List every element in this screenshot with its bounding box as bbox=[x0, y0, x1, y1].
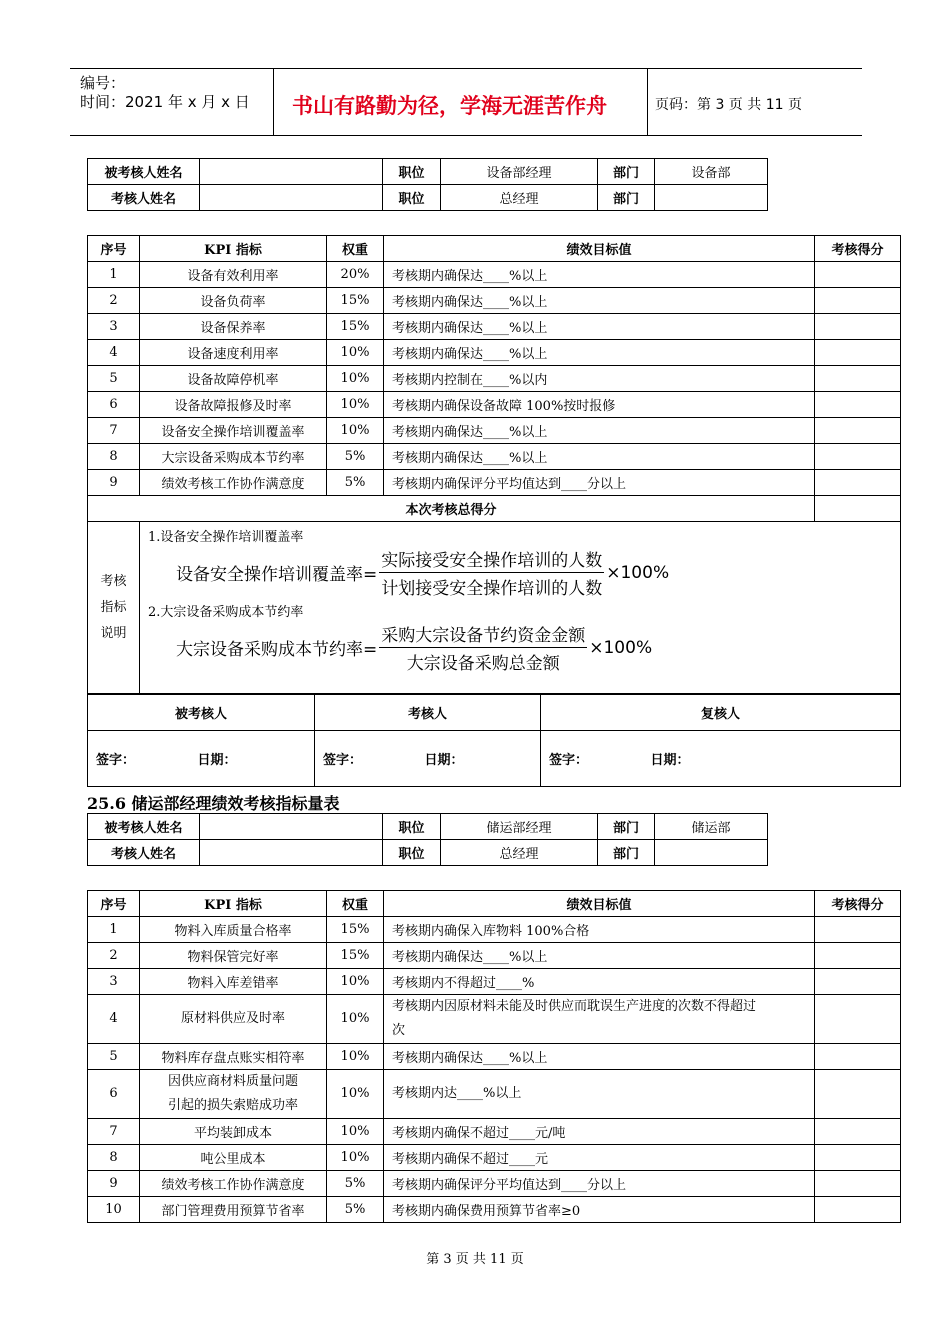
kpi-name-text: 物料保管完好率 bbox=[187, 950, 279, 965]
kpi-target-text: 考核期内确保评分平均值达到____分以上 bbox=[392, 477, 627, 492]
explain-label bbox=[88, 522, 140, 695]
kpi-score[interactable] bbox=[815, 444, 901, 470]
position-label: 职位 bbox=[383, 159, 441, 185]
kpi-target-text: 考核期内确保不超过____元 bbox=[392, 1152, 549, 1167]
kpi-score[interactable] bbox=[815, 366, 901, 392]
kpi-weight: 15% bbox=[327, 314, 384, 340]
kpi-name bbox=[140, 1070, 327, 1119]
kpi-name bbox=[140, 470, 327, 496]
kpi-target-text: 考核期内达____%以上 bbox=[392, 1086, 522, 1101]
row-number: 6 bbox=[88, 1070, 140, 1119]
kpi-name bbox=[140, 418, 327, 444]
sign-header-assessor: 考核人 bbox=[315, 694, 541, 731]
kpi-name bbox=[140, 288, 327, 314]
row-number: 2 bbox=[88, 943, 140, 969]
section2-info-table bbox=[87, 813, 768, 866]
kpi-weight: 5% bbox=[327, 444, 384, 470]
dept-label: 部门 bbox=[598, 185, 655, 211]
kpi-name bbox=[140, 1197, 327, 1223]
kpi-name bbox=[140, 1119, 327, 1145]
kpi-name bbox=[140, 392, 327, 418]
kpi-name bbox=[140, 262, 327, 288]
table-row bbox=[88, 262, 901, 288]
row-number: 9 bbox=[88, 1171, 140, 1197]
kpi-score[interactable] bbox=[815, 943, 901, 969]
kpi-target bbox=[384, 943, 815, 969]
assessee-dept: 储运部 bbox=[655, 814, 768, 840]
assessor-name-label: 考核人姓名 bbox=[88, 185, 200, 211]
kpi-weight: 10% bbox=[327, 340, 384, 366]
assessee-name-label: 被考核人姓名 bbox=[88, 159, 200, 185]
assessee-name-value[interactable] bbox=[200, 159, 383, 185]
kpi-score[interactable] bbox=[815, 995, 901, 1044]
kpi-weight: 10% bbox=[327, 1145, 384, 1171]
row-number: 2 bbox=[88, 288, 140, 314]
note2-fraction bbox=[379, 621, 587, 674]
row-number: 4 bbox=[88, 995, 140, 1044]
table-row bbox=[88, 1070, 901, 1119]
col-header-kpi: KPI 指标 bbox=[140, 236, 327, 262]
explain-label-text: 考核指标说明 bbox=[100, 574, 127, 641]
kpi-score[interactable] bbox=[815, 340, 901, 366]
row-number: 10 bbox=[88, 1197, 140, 1223]
kpi-name-text: 大宗设备采购成本节约率 bbox=[161, 451, 305, 466]
kpi-name bbox=[140, 314, 327, 340]
kpi-score[interactable] bbox=[815, 262, 901, 288]
kpi-target bbox=[384, 1044, 815, 1070]
dept-label: 部门 bbox=[598, 840, 655, 866]
kpi-score[interactable] bbox=[815, 470, 901, 496]
assessee-name-value[interactable] bbox=[200, 814, 383, 840]
table-row bbox=[88, 1145, 901, 1171]
kpi-target-text: 考核期内确保评分平均值达到____分以上 bbox=[392, 1178, 627, 1193]
col-header-no: 序号 bbox=[88, 891, 140, 917]
kpi-target-text: 考核期内确保达____%以上 bbox=[392, 295, 548, 310]
kpi-weight: 15% bbox=[327, 917, 384, 943]
col-header-score: 考核得分 bbox=[815, 891, 901, 917]
kpi-target bbox=[384, 262, 815, 288]
table-row bbox=[88, 392, 901, 418]
kpi-weight: 5% bbox=[327, 1171, 384, 1197]
kpi-target-text: 考核期内确保费用预算节省率≥0 bbox=[392, 1204, 581, 1219]
sign-header-reviewer: 复核人 bbox=[541, 694, 901, 731]
col-header-score: 考核得分 bbox=[815, 236, 901, 262]
dept-label: 部门 bbox=[598, 159, 655, 185]
section2-title: 25.6 储运部经理绩效考核指标量表 bbox=[87, 794, 340, 813]
header-time-label: 时间：2021 年 x 月 x 日 bbox=[80, 93, 250, 111]
kpi-target-text: 考核期内确保达____%以上 bbox=[392, 321, 548, 336]
kpi-name bbox=[140, 969, 327, 995]
kpi-weight: 15% bbox=[327, 288, 384, 314]
kpi-target-text: 考核期内确保达____%以上 bbox=[392, 425, 548, 440]
header-bottom-rule bbox=[70, 135, 862, 136]
kpi-target bbox=[384, 418, 815, 444]
row-number: 9 bbox=[88, 470, 140, 496]
section1-info-table bbox=[87, 158, 768, 211]
col-header-target: 绩效目标值 bbox=[384, 891, 815, 917]
kpi-name-text: 因供应商材料质量问题 bbox=[167, 1074, 298, 1089]
table-row bbox=[88, 314, 901, 340]
kpi-target bbox=[384, 969, 815, 995]
kpi-target bbox=[384, 340, 815, 366]
header-page-label: 页码：第 3 页 共 11 页 bbox=[655, 97, 802, 113]
kpi-target bbox=[384, 470, 815, 496]
kpi-target bbox=[384, 1197, 815, 1223]
kpi-name-text: 平均装卸成本 bbox=[193, 1126, 272, 1141]
kpi-weight: 15% bbox=[327, 943, 384, 969]
kpi-target bbox=[384, 444, 815, 470]
note1-numerator: 实际接受安全操作培训的人数 bbox=[379, 546, 604, 573]
assessor-dept-value[interactable] bbox=[655, 185, 768, 211]
date-label: 日期： bbox=[197, 753, 237, 768]
kpi-name-text: 设备有效利用率 bbox=[187, 269, 279, 284]
kpi-name-text: 绩效考核工作协作满意度 bbox=[161, 477, 305, 492]
kpi-weight: 5% bbox=[327, 1197, 384, 1223]
note2-formula bbox=[176, 621, 652, 674]
kpi-name bbox=[140, 1044, 327, 1070]
row-extra-line: 次 bbox=[392, 1023, 406, 1038]
kpi-name bbox=[140, 444, 327, 470]
kpi-name bbox=[140, 1171, 327, 1197]
row-number: 8 bbox=[88, 444, 140, 470]
col-header-target: 绩效目标值 bbox=[384, 236, 815, 262]
table-row bbox=[88, 943, 901, 969]
kpi-weight: 10% bbox=[327, 418, 384, 444]
kpi-target bbox=[384, 1145, 815, 1171]
dept-label: 部门 bbox=[598, 814, 655, 840]
note2-numerator: 采购大宗设备节约资金金额 bbox=[379, 621, 587, 648]
section2-kpi-table bbox=[87, 890, 901, 1223]
kpi-target bbox=[384, 1171, 815, 1197]
assessor-name-value[interactable] bbox=[200, 840, 383, 866]
note1-lhs: 设备安全操作培训覆盖率= bbox=[176, 565, 378, 585]
note1-formula bbox=[176, 546, 669, 599]
kpi-weight: 5% bbox=[327, 470, 384, 496]
kpi-score[interactable] bbox=[815, 418, 901, 444]
row-extra-line: 引起的损失索赔成功率 bbox=[167, 1098, 298, 1113]
kpi-score[interactable] bbox=[815, 1145, 901, 1171]
row-number: 1 bbox=[88, 262, 140, 288]
assessor-name-value[interactable] bbox=[200, 185, 383, 211]
col-header-kpi: KPI 指标 bbox=[140, 891, 327, 917]
kpi-target bbox=[384, 314, 815, 340]
assessee-position: 储运部经理 bbox=[441, 814, 598, 840]
kpi-name-text: 物料库存盘点账实相符率 bbox=[161, 1051, 305, 1066]
row-number: 3 bbox=[88, 314, 140, 340]
kpi-name-text: 设备故障报修及时率 bbox=[174, 399, 292, 414]
kpi-score[interactable] bbox=[815, 969, 901, 995]
table-row bbox=[88, 470, 901, 496]
sign-label: 签字： bbox=[323, 753, 363, 768]
table-row bbox=[88, 1119, 901, 1145]
date-label: 日期： bbox=[650, 753, 690, 768]
table-row bbox=[88, 1197, 901, 1223]
header-top-rule bbox=[70, 68, 862, 69]
assessee-name-label: 被考核人姓名 bbox=[88, 814, 200, 840]
table-row bbox=[88, 995, 901, 1044]
sign-cell-reviewer[interactable] bbox=[541, 731, 901, 787]
kpi-target bbox=[384, 366, 815, 392]
kpi-weight: 10% bbox=[327, 392, 384, 418]
assessor-name-label: 考核人姓名 bbox=[88, 840, 200, 866]
row-number: 1 bbox=[88, 917, 140, 943]
table-row bbox=[88, 444, 901, 470]
header-divider-2 bbox=[647, 68, 648, 136]
kpi-name bbox=[140, 943, 327, 969]
row-number: 8 bbox=[88, 1145, 140, 1171]
kpi-target bbox=[384, 917, 815, 943]
kpi-name-text: 物料入库质量合格率 bbox=[174, 924, 292, 939]
kpi-target-text: 考核期内确保入库物料 100%合格 bbox=[392, 924, 590, 939]
note2-title: 2.大宗设备采购成本节约率 bbox=[148, 605, 304, 620]
row-number: 7 bbox=[88, 418, 140, 444]
section1-sign-table bbox=[87, 693, 901, 787]
sign-label: 签字： bbox=[549, 753, 589, 768]
table-row bbox=[88, 969, 901, 995]
kpi-score[interactable] bbox=[815, 1044, 901, 1070]
kpi-score[interactable] bbox=[815, 392, 901, 418]
col-header-weight: 权重 bbox=[327, 236, 384, 262]
kpi-target-text: 考核期内控制在____%以内 bbox=[392, 373, 548, 388]
kpi-target-text: 考核期内确保达____%以上 bbox=[392, 347, 548, 362]
kpi-name bbox=[140, 366, 327, 392]
kpi-weight: 20% bbox=[327, 262, 384, 288]
kpi-target bbox=[384, 1070, 815, 1119]
assessee-dept: 设备部 bbox=[655, 159, 768, 185]
kpi-name-text: 设备速度利用率 bbox=[187, 347, 279, 362]
kpi-score[interactable] bbox=[815, 1171, 901, 1197]
row-number: 7 bbox=[88, 1119, 140, 1145]
kpi-name bbox=[140, 917, 327, 943]
assessor-position: 总经理 bbox=[441, 185, 598, 211]
table-row bbox=[88, 366, 901, 392]
kpi-target-text: 考核期内确保不超过____元/吨 bbox=[392, 1126, 566, 1141]
sign-label: 签字： bbox=[96, 753, 136, 768]
kpi-score[interactable] bbox=[815, 1197, 901, 1223]
kpi-weight: 10% bbox=[327, 995, 384, 1044]
kpi-weight: 10% bbox=[327, 366, 384, 392]
kpi-target-text: 考核期内确保设备故障 100%按时报修 bbox=[392, 399, 616, 414]
kpi-name-text: 部门管理费用预算节省率 bbox=[161, 1204, 305, 1219]
sign-header-assessee: 被考核人 bbox=[88, 694, 315, 731]
kpi-score[interactable] bbox=[815, 917, 901, 943]
header-divider-1 bbox=[273, 68, 274, 136]
position-label: 职位 bbox=[383, 840, 441, 866]
note2-tail: ×100% bbox=[589, 637, 653, 658]
kpi-name-text: 设备保养率 bbox=[200, 321, 266, 336]
position-label: 职位 bbox=[383, 814, 441, 840]
kpi-target bbox=[384, 288, 815, 314]
kpi-score[interactable] bbox=[815, 314, 901, 340]
assessee-position: 设备部经理 bbox=[441, 159, 598, 185]
kpi-name-text: 设备负荷率 bbox=[200, 295, 266, 310]
kpi-name-text: 绩效考核工作协作满意度 bbox=[161, 1178, 305, 1193]
sign-cell-assessee[interactable] bbox=[88, 731, 315, 787]
header-number-label: 编号： bbox=[80, 74, 126, 92]
row-number: 6 bbox=[88, 392, 140, 418]
kpi-target-text: 考核期内确保达____%以上 bbox=[392, 1051, 548, 1066]
col-header-weight: 权重 bbox=[327, 891, 384, 917]
table-row bbox=[88, 418, 901, 444]
table-row bbox=[88, 1171, 901, 1197]
date-label: 日期： bbox=[424, 753, 464, 768]
table-row bbox=[88, 917, 901, 943]
kpi-name bbox=[140, 995, 327, 1044]
row-number: 4 bbox=[88, 340, 140, 366]
kpi-weight: 10% bbox=[327, 1070, 384, 1119]
table-row bbox=[88, 1044, 901, 1070]
table-row bbox=[88, 340, 901, 366]
header-motto: 书山有路勤为径，学海无涯苦作舟 bbox=[292, 94, 607, 118]
kpi-name-text: 设备安全操作培训覆盖率 bbox=[161, 425, 305, 440]
explain-content bbox=[140, 522, 901, 695]
row-number: 5 bbox=[88, 1044, 140, 1070]
kpi-target bbox=[384, 1119, 815, 1145]
kpi-target bbox=[384, 995, 815, 1044]
footer-page-number: 第 3 页 共 11 页 bbox=[426, 1252, 524, 1267]
kpi-name-text: 吨公里成本 bbox=[200, 1152, 266, 1167]
kpi-target bbox=[384, 392, 815, 418]
note1-tail: ×100% bbox=[606, 562, 670, 583]
kpi-score[interactable] bbox=[815, 1119, 901, 1145]
kpi-name-text: 物料入库差错率 bbox=[187, 976, 279, 991]
note1-title: 1.设备安全操作培训覆盖率 bbox=[148, 530, 304, 545]
kpi-weight: 10% bbox=[327, 1044, 384, 1070]
kpi-weight: 10% bbox=[327, 969, 384, 995]
section1-kpi-table bbox=[87, 235, 901, 695]
kpi-target-text: 考核期内因原材料未能及时供应而耽误生产进度的次数不得超过 bbox=[392, 999, 757, 1014]
kpi-name bbox=[140, 340, 327, 366]
assessor-position: 总经理 bbox=[441, 840, 598, 866]
note1-denominator: 计划接受安全操作培训的人数 bbox=[381, 579, 603, 599]
kpi-target-text: 考核期内确保达____%以上 bbox=[392, 451, 548, 466]
row-number: 5 bbox=[88, 366, 140, 392]
kpi-target-text: 考核期内不得超过____% bbox=[392, 976, 535, 991]
kpi-name bbox=[140, 1145, 327, 1171]
assessor-dept-value[interactable] bbox=[655, 840, 768, 866]
sign-cell-assessor[interactable] bbox=[315, 731, 541, 787]
note2-lhs: 大宗设备采购成本节约率= bbox=[176, 640, 378, 660]
col-header-no: 序号 bbox=[88, 236, 140, 262]
kpi-target-text: 考核期内确保达____%以上 bbox=[392, 950, 548, 965]
kpi-name-text: 原材料供应及时率 bbox=[180, 1011, 285, 1026]
kpi-name-text: 设备故障停机率 bbox=[187, 373, 279, 388]
note1-fraction bbox=[379, 546, 604, 599]
total-score-label: 本次考核总得分 bbox=[88, 496, 815, 522]
total-score-cell[interactable] bbox=[815, 496, 901, 522]
kpi-weight: 10% bbox=[327, 1119, 384, 1145]
table-row bbox=[88, 288, 901, 314]
kpi-score[interactable] bbox=[815, 1070, 901, 1119]
kpi-score[interactable] bbox=[815, 288, 901, 314]
note2-denominator: 大宗设备采购总金额 bbox=[406, 654, 560, 674]
position-label: 职位 bbox=[383, 185, 441, 211]
kpi-target-text: 考核期内确保达____%以上 bbox=[392, 269, 548, 284]
row-number: 3 bbox=[88, 969, 140, 995]
